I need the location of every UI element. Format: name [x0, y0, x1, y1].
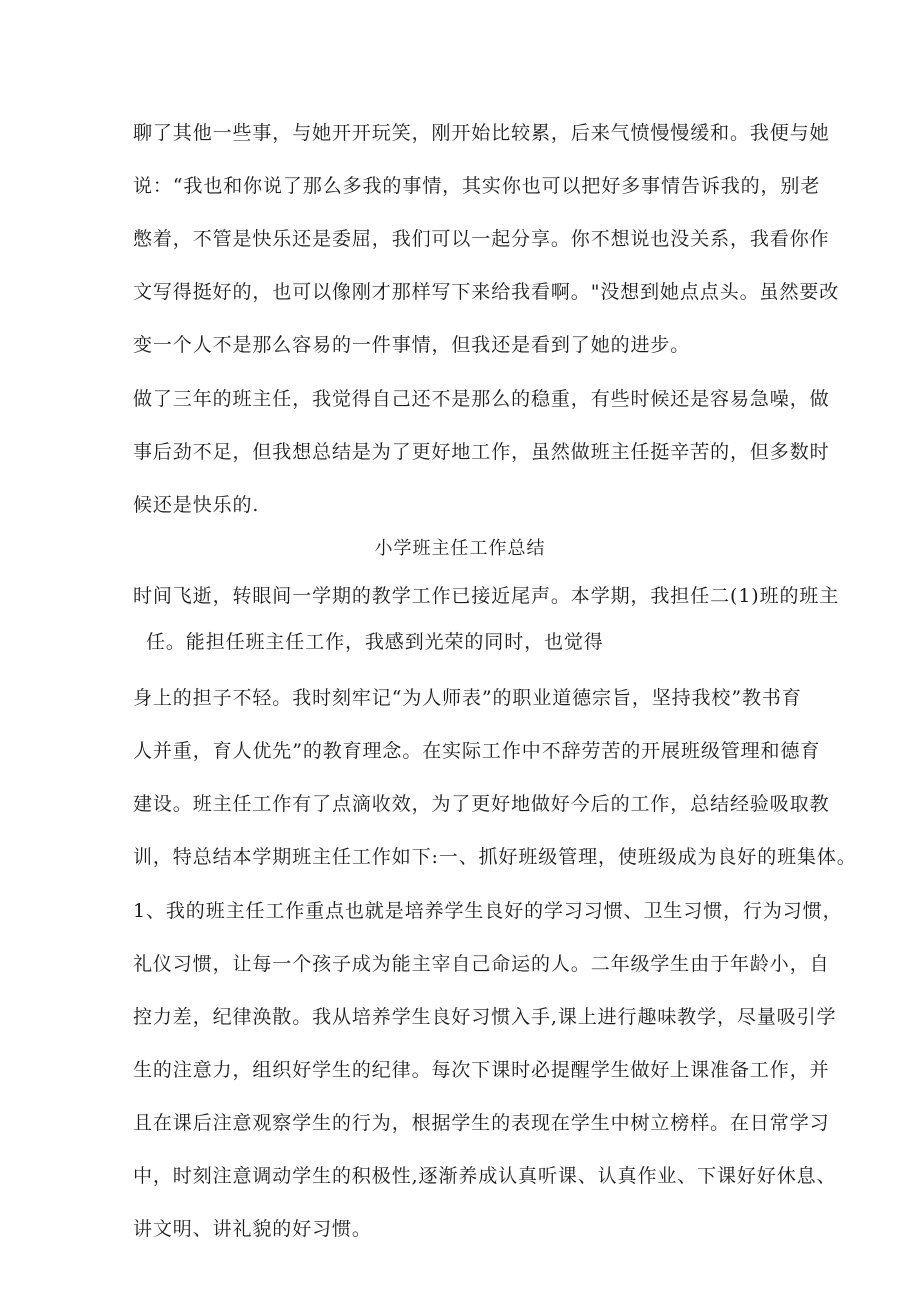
paragraph-line: 且在课后注意观察学生的行为，根据学生的表现在学生中树立榜样。在日常学习 — [133, 1112, 830, 1134]
paragraph-line: 变一个人不是那么容易的一件事情，但我还是看到了她的进步。 — [133, 334, 691, 356]
section-title: 小学班主任工作总结 — [374, 538, 546, 559]
paragraph-line: 时间飞逝，转眼间一学期的教学工作已接近尾声。本学期，我担任二(1)班的班主 — [133, 585, 840, 607]
paragraph-line: 礼仪习惯，让每一个孩子成为能主宰自己命运的人。二年级学生由于年龄小，自 — [133, 953, 830, 975]
paragraph-line: 训，特总结本学期班主任工作如下:一、抓好班级管理，使班级成为良好的班集体。 — [133, 846, 857, 868]
paragraph-line: 说：“我也和你说了那么多我的事情，其实你也可以把好多事情告诉我的，别老 — [133, 175, 821, 197]
paragraph-line: 人并重，育人优先”的教育理念。在实际工作中不辞劳苦的开展班级管理和德育 — [133, 740, 821, 762]
paragraph-line: 聊了其他一些事，与她开开玩笑，刚开始比较累，后来气愤慢慢缓和。我便与她 — [133, 122, 830, 144]
paragraph-line: 做了三年的班主任，我觉得自己还不是那么的稳重，有些时候还是容易急噪，做 — [133, 388, 830, 410]
paragraph-line: 候还是快乐的. — [133, 494, 260, 516]
paragraph-line: 建设。班主任工作有了点滴收效，为了更好地做好今后的工作，总结经验吸取教 — [133, 793, 830, 815]
paragraph-line: 身上的担子不轻。我时刻牢记“为人师表”的职业道德宗旨，坚持我校”教书育 — [133, 687, 802, 709]
paragraph-line: 中，时刻注意调动学生的积极性,逐渐养成认真听课、认真作业、下课好好休息、 — [133, 1165, 837, 1187]
paragraph-line: 控力差，纪律涣散。我从培养学生良好习惯入手,课上进行趣味教学，尽量吸引学 — [133, 1006, 837, 1028]
paragraph-line: 任。能担任班主任工作，我感到光荣的同时，也觉得 — [146, 631, 604, 653]
paragraph-line: 讲文明、讲礼貌的好习惯。 — [133, 1218, 372, 1240]
paragraph-line: 文写得挺好的，也可以像刚才那样写下来给我看啊。"没想到她点点头。虽然要改 — [133, 281, 840, 303]
paragraph-line: 事后劲不足，但我想总结是为了更好地工作，虽然做班主任挺辛苦的，但多数时 — [133, 441, 830, 463]
paragraph-line: 生的注意力，组织好学生的纪律。每次下课时必提醒学生做好上课准备工作，并 — [133, 1059, 830, 1081]
paragraph-line: 1、我的班主任工作重点也就是培养学生良好的学习习惯、卫生习惯，行为习惯， — [133, 900, 843, 922]
paragraph-line: 憋着，不管是快乐还是委屈，我们可以一起分享。你不想说也没关系，我看你作 — [133, 228, 830, 250]
